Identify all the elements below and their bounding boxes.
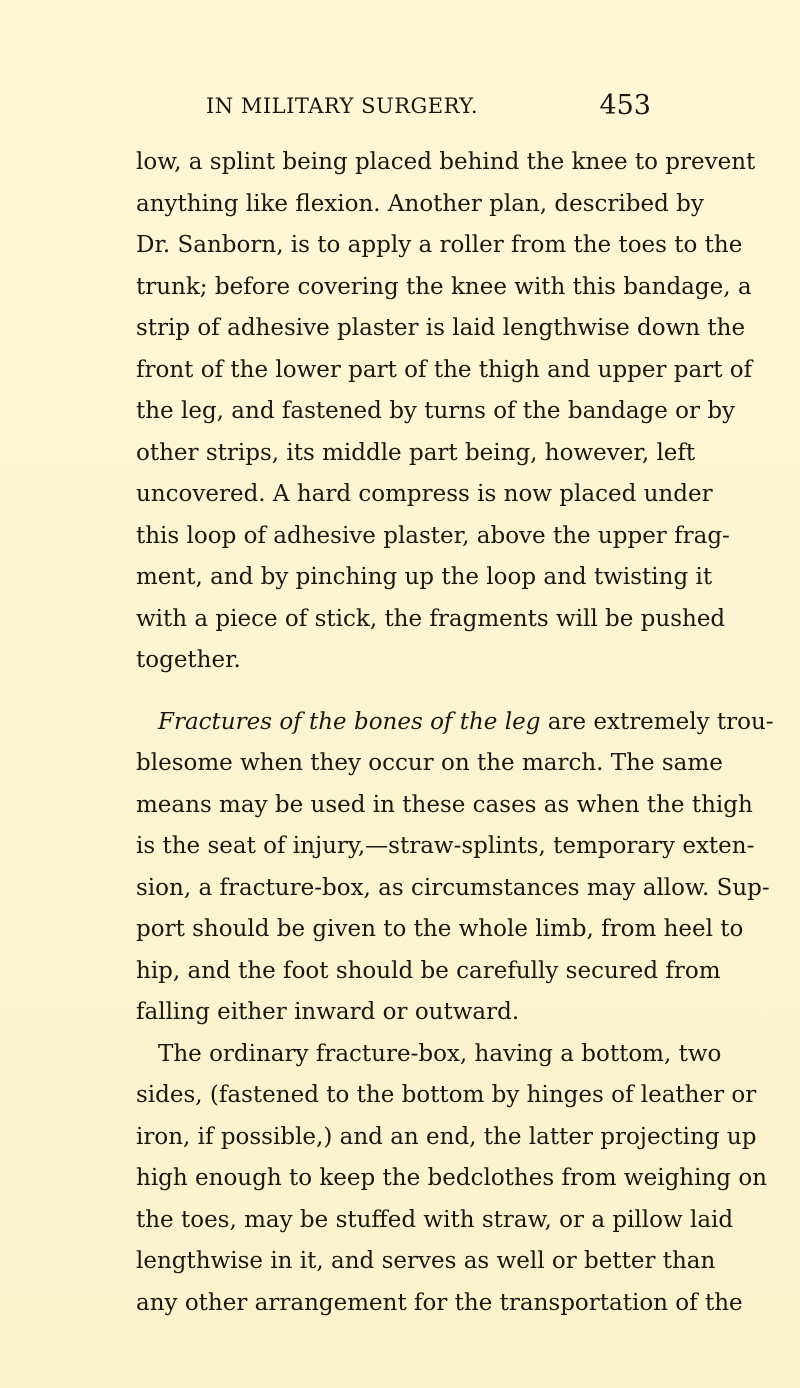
text-line: blesome when they occur on the march. The same: [136, 750, 723, 776]
running-head: IN MILITARY SURGERY.: [206, 94, 479, 118]
text-line: is the seat of injury,—straw-splints, temporary exten-: [136, 833, 755, 859]
text-line: means may be used in these cases as when the thigh: [136, 791, 753, 818]
text-line: this loop of adhesive plaster, above the upper frag-: [136, 522, 730, 549]
text-fragment: are extremely trou-: [540, 708, 774, 735]
text-line: strip of adhesive plaster is laid lengthwise down the: [136, 315, 746, 341]
text-line: iron, if possible,) and an end, the latter projecting up: [136, 1123, 757, 1150]
text-line: sion, a fracture-box, as circumstances may allow. Sup-: [136, 874, 770, 901]
text-line: lengthwise in it, and serves as well or better than: [136, 1248, 716, 1274]
text-line: trunk; before covering the knee with this bandage, a: [136, 273, 752, 300]
text-line: sides, (fastened to the bottom by hinges of leather or: [136, 1082, 757, 1108]
text-line: [136, 702, 774, 744]
text-line: any other arrangement for the transportation of the: [136, 1289, 743, 1316]
text-line: ment, and by pinching up the loop and twisting it: [136, 564, 713, 590]
body-text: [136, 142, 774, 1324]
text-line: anything like flexion. Another plan, described by: [136, 190, 704, 217]
text-line: low, a splint being placed behind the knee to prevent: [136, 149, 756, 175]
text-line: port should be given to the whole limb, from heel to: [136, 916, 744, 942]
page-header: [0, 90, 800, 130]
text-line: high enough to keep the bedclothes from weighing on: [136, 1165, 767, 1191]
paragraph-3: [136, 1034, 767, 1325]
text-line: The ordinary fracture-box, having a bottom, two: [158, 1040, 722, 1067]
page-number: 453: [599, 90, 651, 121]
text-line: Dr. Sanborn, is to apply a roller from the toes to the: [136, 232, 743, 258]
text-line: with a piece of stick, the fragments will be pushed: [136, 605, 726, 632]
text-line: the leg, and fastened by turns of the bandage or by: [136, 398, 736, 424]
italic-heading: Fractures of the bones of the leg: [158, 708, 541, 735]
text-line: front of the lower part of the thigh and upper part of: [136, 356, 753, 383]
text-line: together.: [136, 647, 241, 673]
text-line: falling either inward or outward.: [136, 999, 520, 1025]
text-line: the toes, may be stuffed with straw, or a pillow laid: [136, 1206, 734, 1233]
text-line: uncovered. A hard compress is now placed under: [136, 481, 713, 507]
paragraph-2: [136, 702, 774, 1034]
paragraph-1: [136, 142, 756, 682]
text-line: other strips, its middle part being, however, left: [136, 439, 696, 466]
paragraph-gap: [136, 682, 654, 702]
text-line: hip, and the foot should be carefully secured from: [136, 957, 721, 984]
